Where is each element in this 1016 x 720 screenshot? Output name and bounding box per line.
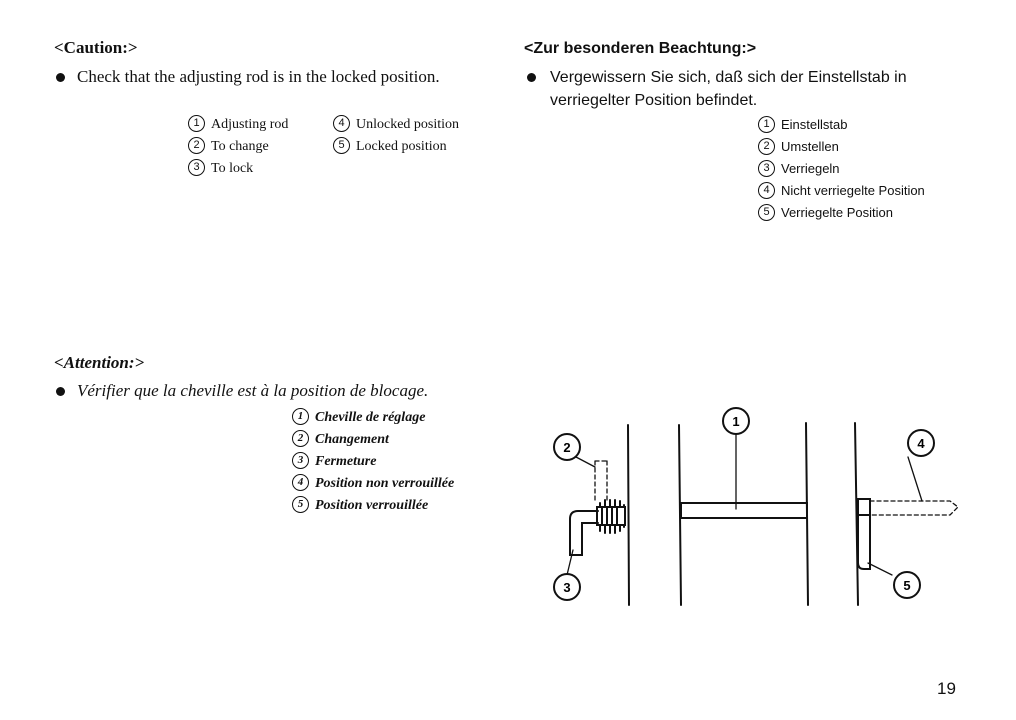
english-legend-item: 5 Locked position (333, 136, 447, 158)
left-frame-line (628, 425, 629, 605)
callout-1-label: 1 (732, 414, 740, 429)
locked-rod (858, 515, 870, 569)
french-legend-item: 2 Changement (292, 429, 389, 451)
callout-4-label: 4 (917, 436, 925, 451)
rod-socket (858, 499, 870, 515)
german-instruction-line1: Vergewissern Sie sich, daß sich der Einstellstab in (550, 69, 907, 86)
french-instruction: Vérifier que la cheville est à la position de blocage. (77, 381, 429, 400)
callout-2-label: 2 (563, 440, 571, 455)
french-legend-item: 5 Position verrouillée (292, 495, 428, 517)
french-legend-item: 3 Fermeture (292, 451, 376, 473)
knurled-collar (597, 500, 625, 533)
english-heading: <Caution:> (54, 38, 138, 57)
german-bullet-dot (527, 73, 536, 82)
adjusting-rod-bar (681, 503, 807, 518)
german-heading: <Zur besonderen Beachtung:> (524, 40, 757, 57)
german-legend-item: 1 Einstellstab (758, 114, 847, 136)
english-bullet-dot (56, 73, 65, 82)
english-legend-item: 1 Adjusting rod (188, 114, 288, 136)
callout-3-label: 3 (563, 580, 571, 595)
ghost-rod-dashed (595, 461, 607, 503)
german-legend-item: 5 Verriegelte Position (758, 202, 893, 224)
adjusting-rod-diagram (540, 405, 980, 610)
french-legend-item: 1 Cheville de réglage (292, 407, 425, 429)
locking-rod (570, 511, 598, 555)
page-number: 19 (937, 679, 956, 698)
callout-5-leader (868, 563, 892, 575)
callout-2-leader (576, 457, 595, 467)
french-heading: <Attention:> (54, 353, 145, 372)
german-legend-item: 2 Umstellen (758, 136, 839, 158)
callout-4-leader (908, 457, 922, 501)
english-legend-item: 3 To lock (188, 158, 253, 180)
german-instruction-line2: verriegelter Position befindet. (550, 92, 758, 109)
german-legend-item: 3 Verriegeln (758, 158, 840, 180)
unlocked-position-dashed (870, 501, 958, 515)
french-bullet-dot (56, 387, 65, 396)
german-legend-item: 4 Nicht verriegelte Position (758, 180, 925, 202)
english-legend-item: 2 To change (188, 136, 269, 158)
callout-5-label: 5 (903, 578, 911, 593)
french-legend-item: 4 Position non verrouillée (292, 473, 454, 495)
english-legend-item: 4 Unlocked position (333, 114, 459, 136)
english-instruction: Check that the adjusting rod is in the locked position. (77, 67, 440, 86)
